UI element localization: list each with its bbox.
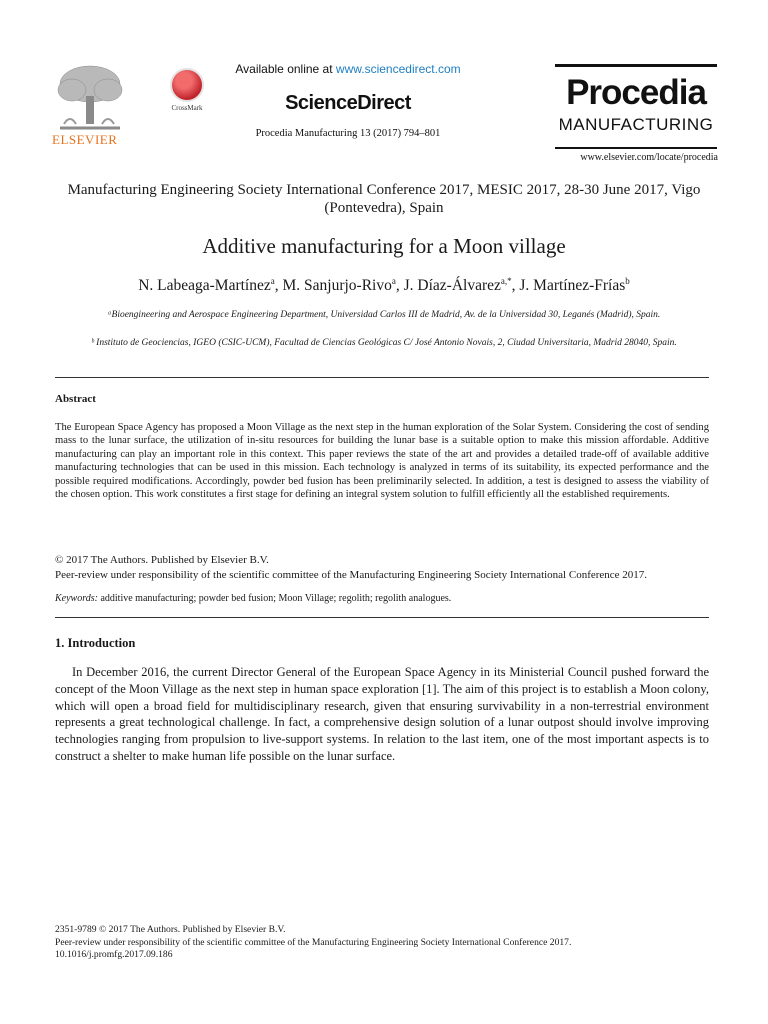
author-separator: , [274,277,283,295]
author-name: M. Sanjurjo-Rivo [282,277,392,295]
keywords-label: Keywords: [55,593,98,604]
author-name: N. Labeaga-Martínez [138,277,271,295]
footer-peer-review: Peer-review under responsibility of the scientific committee of the Manufacturing Engineering Society International Conference 2017. [55,936,572,948]
author-separator: , [395,277,404,295]
introduction-heading: 1. Introduction [55,636,136,650]
introduction-body: In December 2016, the current Director General of the European Space Agency in its Ministerial Council pushed forward the concept of the Moon Village as the next step in human space exploration [1]. The aim of this project is to establish a Moon colony, which will open a broad field for multidisciplinary research, given that ensuring survivability in a non-terrestrial environment represents a great technological challenge. In fact, a comprehensive design solution of a lunar outpost should involve improving technologies ranging from propulsion to live-support systems. In relation to the last item, one of the most important aspects is to construct a shelter to make human life possible on the lunar surface. [55,665,709,763]
sciencedirect-link[interactable]: www.sciencedirect.com [335,62,461,76]
crossmark-badge[interactable] [165,68,209,120]
publisher-name: ELSEVIER [52,132,118,147]
section-divider [55,617,709,618]
conference-line: Manufacturing Engineering Society International Conference 2017, MESIC 2017, 28-30 June 2017, Vigo (Pontevedra), Spain [67,182,701,216]
keywords-line [55,593,715,604]
keywords-list: additive manufacturing; powder bed fusion; Moon Village; regolith; regolith analogues. [97,593,452,604]
page-footer [55,924,725,962]
author-affiliation-mark: a [391,276,396,286]
available-online [218,62,478,76]
crossmark-label: CrossMark [171,104,203,112]
affiliation-a: ᵃBioengineering and Aerospace Engineering Department, Universidad Carlos III de Madrid, Av. de la Universidad 30, Leganés (Madrid), Spain. [107,310,661,320]
journal-logo [555,64,717,149]
journal-logo-sub: MANUFACTURING [558,115,714,134]
author-affiliation-mark: b [625,276,630,286]
author-name: J. Martínez-Frías [519,277,626,295]
doi-link[interactable]: 10.1016/j.promfg.2017.09.186 [55,949,173,960]
available-prefix: Available online at [235,62,336,76]
author-affiliation-mark: a [270,276,275,286]
author-separator: , [511,277,520,295]
journal-url[interactable]: www.elsevier.com/locate/procedia [580,152,718,163]
abstract-body: The European Space Agency has proposed a Moon Village as the next step in the human exploration of the Solar System. Considering the cost of sending mass to the lunar surface, the utilization of in-situ resources for building the lunar base is a suitable option to make this mission affordable. Additive manufacturing can play an important role in this context. This paper reviews the state of the art and provides a detailed trade-off of available additive manufacturing technologies that can be used in this mission. Each technology is analyzed in terms of its suitability, its expected performance and the possible required modifications. Accordingly, powder bed fusion has been preliminarily selected. In addition, a test is designed to assess the viability of the chosen option. This work constitutes a first stage for defining an integral system solution to fulfill efficiently all the established requirements. [55,422,709,501]
copyright-line: © 2017 The Authors. Published by Elsevier B.V. [55,554,269,566]
author-name: J. Díaz-Álvarez [403,277,501,295]
section-divider [55,377,709,378]
paper-title: Additive manufacturing for a Moon village [202,234,566,258]
journal-reference: Procedia Manufacturing 13 (2017) 794–801 [255,128,441,139]
author-affiliation-mark: a,* [500,276,512,286]
sciencedirect-title: ScienceDirect [285,92,411,114]
abstract-heading: Abstract [55,393,96,405]
crossmark-icon [170,68,204,102]
peer-review-line: Peer-review under responsibility of the scientific committee of the Manufacturing Engineering Society International Conference 2017. [55,569,648,581]
journal-logo-main: Procedia [566,73,706,112]
affiliation-b: ᵇ Instituto de Geociencias, IGEO (CSIC-UCM), Facultad de Ciencias Geológicas C/ José Antonio Novais, 2, Ciudad Universitaria, Madrid 28040, Spain. [91,338,677,348]
issn-line: 2351-9789 © 2017 The Authors. Published by Elsevier B.V. [55,924,286,935]
author-list [58,276,710,295]
